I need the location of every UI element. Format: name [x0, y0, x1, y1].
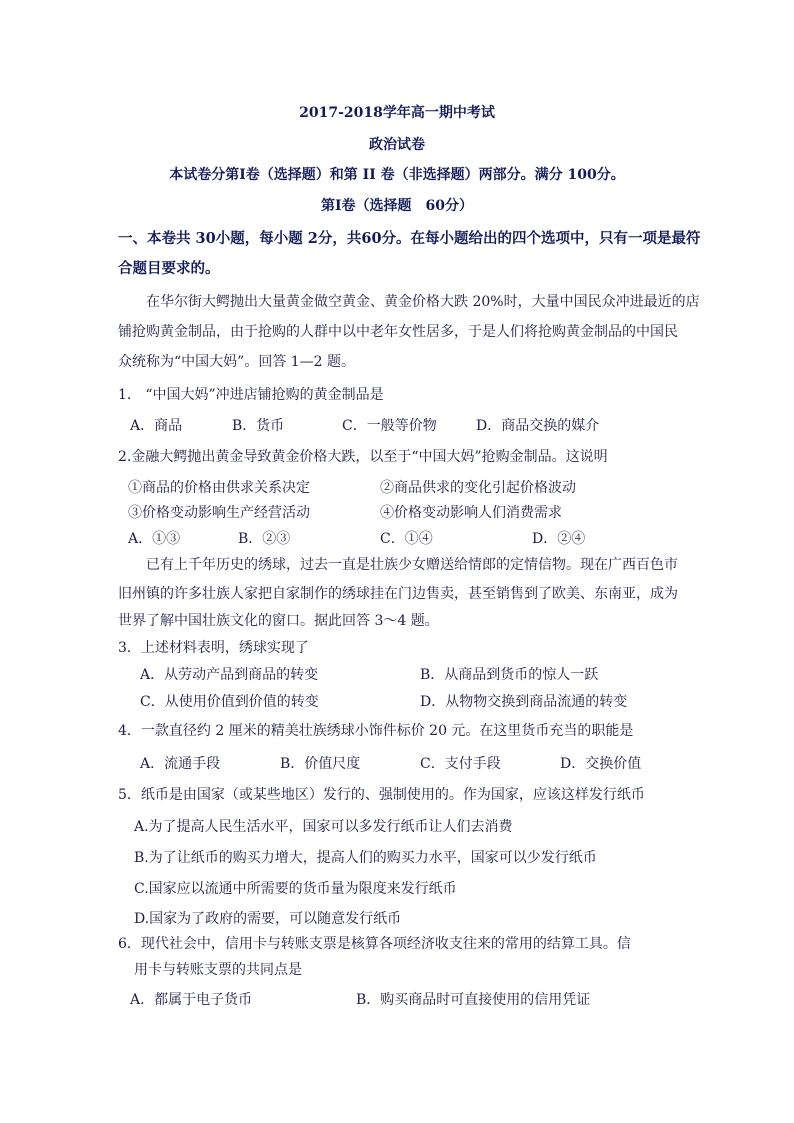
q2-stem: 2.金融大鳄抛出黄金导致黄金价格大跌，以至于“中国大妈”抢购金制品。这说明	[118, 449, 608, 465]
q5-option-a: A.为了提高人民生活水平，国家可以多发行纸币让人们去消费	[134, 819, 513, 835]
q2-option-a: A．①③	[128, 531, 181, 547]
passage2-line1: 已有上千年历史的绣球，过去一直是壮族少女赠送给情郎的定情信物。现在广西百色市	[146, 557, 678, 573]
q6-option-a: A．都属于电子货币	[130, 992, 253, 1008]
q4-stem: 4．一款直径约 2 厘米的精美壮族绣球小饰件标价 20 元。在这里货币充当的职能是	[118, 723, 634, 739]
q2-statement-1: ①商品的价格由供求关系决定	[128, 480, 310, 496]
q3-option-c: C．从使用价值到价值的转变	[140, 694, 319, 710]
q2-option-d: D．②④	[532, 531, 586, 547]
passage1-line1: 在华尔街大鳄抛出大量黄金做空黄金、黄金价格大跌 20%时，大量中国民众冲进最近的店	[146, 294, 700, 310]
q6-stem-line2: 用卡与转账支票的共同点是	[134, 962, 302, 978]
q4-option-b: B．价值尺度	[280, 756, 361, 772]
q2-option-b: B．②③	[238, 531, 291, 547]
q5-stem: 5．纸币是由国家（或某些地区）发行的、强制使用的。作为国家，应该这样发行纸币	[118, 787, 645, 803]
q3-option-b: B．从商品到货币的惊人一跃	[420, 667, 599, 683]
exam-subject: 政治试卷	[369, 137, 425, 153]
passage2-line2: 旧州镇的许多壮族人家把自家制作的绣球挂在门边售卖，甚至销售到了欧美、东南亚，成为	[118, 586, 678, 602]
q1-option-b: B．货币	[232, 418, 285, 434]
q4-option-d: D．交换价值	[560, 756, 642, 772]
q2-statement-4: ④价格变动影响人们消费需求	[380, 505, 562, 521]
q5-option-b: B.为了让纸币的购买力增大，提高人们的购买力水平，国家可以少发行纸币	[134, 850, 597, 866]
exam-intro: 本试卷分第Ⅰ卷（选择题）和第 II 卷（非选择题）两部分。满分 100分。	[169, 167, 625, 183]
section1-heading-line2: 合题目要求的。	[118, 260, 220, 277]
q1-stem: 1. “中国大妈”冲进店铺抢购的黄金制品是	[118, 387, 384, 403]
q6-stem-line1: 6．现代社会中，信用卡与转账支票是核算各项经济收支往来的常用的结算工具。信	[118, 936, 631, 952]
q2-statement-3: ③价格变动影响生产经营活动	[128, 505, 310, 521]
q1-option-d: D．商品交换的媒介	[476, 418, 600, 434]
passage1-line3: 众统称为“中国大妈”。回答 1—2 题。	[118, 354, 356, 370]
q4-option-c: C．支付手段	[420, 756, 501, 772]
q2-option-c: C．①④	[380, 531, 433, 547]
q3-option-d: D．从物物交换到商品流通的转变	[420, 694, 628, 710]
q1-option-c: C．一般等价物	[342, 418, 437, 434]
q3-option-a: A．从劳动产品到商品的转变	[140, 667, 319, 683]
q5-option-c: C.国家应以流通中所需要的货币量为限度来发行纸币	[134, 881, 457, 897]
q4-option-a: A．流通手段	[140, 756, 221, 772]
q1-option-a: A．商品	[130, 418, 183, 434]
section1-heading-line1: 一、本卷共 30小题，每小题 2分，共60分。在每小题给出的四个选项中，只有一项是最符	[118, 230, 701, 247]
q6-option-b: B．购买商品时可直接使用的信用凭证	[356, 992, 591, 1008]
passage1-line2: 铺抢购黄金制品，由于抢购的人群中以中老年女性居多，于是人们将抢购黄金制品的中国民	[118, 324, 678, 340]
passage2-line3: 世界了解中国壮族文化的窗口。据此回答 3～4 题。	[118, 613, 439, 629]
exam-title: 2017-2018学年高一期中考试	[299, 105, 495, 121]
q5-option-d: D.国家为了政府的需要，可以随意发行纸币	[134, 911, 402, 927]
q2-statement-2: ②商品供求的变化引起价格波动	[380, 480, 576, 496]
q3-stem: 3．上述材料表明，绣球实现了	[118, 640, 309, 656]
part1-title: 第Ⅰ卷（选择题 60分）	[320, 198, 474, 214]
